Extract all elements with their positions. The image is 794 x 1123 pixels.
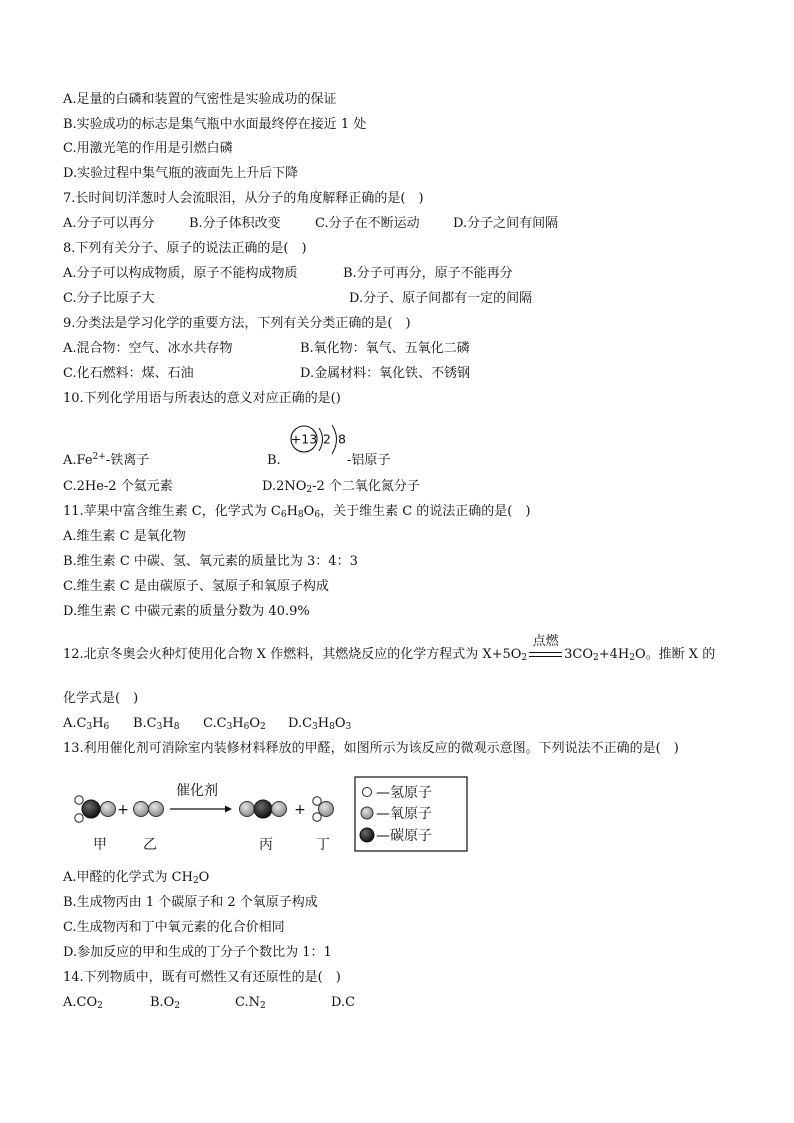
q10-option-b: B. xyxy=(267,453,281,468)
q12-a-pre: A.C xyxy=(63,716,87,731)
q14-option-d: D.C xyxy=(331,995,356,1010)
q12-c-s2: 6 xyxy=(243,722,250,732)
q12-d-o: O xyxy=(334,716,346,731)
q11-f1: 6 xyxy=(280,510,287,520)
q11-stem xyxy=(63,503,530,521)
q12-s3: 2 xyxy=(629,653,636,663)
q9-option-b: B.氧化物：氧气、五氧化二磷 xyxy=(300,341,470,356)
q11-option-a: A.维生素 C 是氧化物 xyxy=(63,529,186,544)
q12-stem-post: O。推断 X 的 xyxy=(635,647,716,662)
q12-c-o: O xyxy=(249,716,261,731)
q10-stem: 10.下列化学用语与所表达的意义对应正确的是() xyxy=(63,391,341,406)
q12-d-pre: D.C xyxy=(288,716,313,731)
q8-option-a: A.分子可以构成物质，原子不能构成物质 xyxy=(63,266,298,281)
legend-hydrogen-label: —氢原子 xyxy=(376,785,432,801)
q12-product-pre: 3CO xyxy=(564,647,594,662)
q9-option-c: C.化石燃料：煤、石油 xyxy=(63,366,194,381)
q10-option-d xyxy=(262,478,420,496)
label-ding: 丁 xyxy=(316,837,330,853)
q12-product-post: +4H xyxy=(598,647,630,662)
q11-stem-post: ，关于维生素 C 的说法正确的是( ) xyxy=(320,504,531,519)
q12-stem-pre: 12.北京冬奥会火种灯使用化合物 X 作燃料，其燃烧反应的化学方程式为 X+5O xyxy=(63,647,522,662)
q10-d-pre: D.2NO xyxy=(262,479,307,494)
q12-b-s1: 3 xyxy=(156,722,163,732)
legend-carbon-icon xyxy=(360,828,374,842)
q10-a-post: -铁离子 xyxy=(105,453,150,468)
q12-b-m: H xyxy=(162,716,174,731)
label-bing: 丙 xyxy=(259,837,273,853)
q11-stem-pre: 11.苹果中富含维生素 C，化学式为 C xyxy=(63,504,281,519)
molecule-carbon-dioxide xyxy=(240,800,287,818)
q9-option-a: A.混合物：空气、冰水共存物 xyxy=(63,341,233,356)
q13-option-c: C.生成物丙和丁中氧元素的化合价相同 xyxy=(63,920,285,935)
q7-stem: 7.长时间切洋葱时人会流眼泪，从分子的角度解释正确的是( ) xyxy=(63,191,424,206)
q13-option-d: D.参加反应的甲和生成的丁分子个数比为 1：1 xyxy=(63,945,332,960)
q13-a-sub: 2 xyxy=(192,876,199,886)
q10-d-sub: 2 xyxy=(306,485,313,495)
q12-option-c xyxy=(203,715,266,733)
q11-f3: 8 xyxy=(297,510,304,520)
q13-stem: 13.利用催化剂可消除室内装修材料释放的甲醛，如图所示为该反应的微观示意图。下列说法不正确的是( ) xyxy=(63,741,679,756)
legend-oxygen-icon xyxy=(361,807,373,819)
q14-a-pre: A.CO xyxy=(63,995,98,1010)
q12-d-s3: 3 xyxy=(345,722,352,732)
q12-c-s3: 2 xyxy=(260,722,266,732)
q12-option-b xyxy=(133,715,179,733)
q12-a-s2: 6 xyxy=(103,722,110,732)
q10-a-charge: 2+ xyxy=(92,452,106,462)
q12-d-m: H xyxy=(317,716,330,731)
atom-shell-2-count: 8 xyxy=(338,431,346,447)
q8-option-b: B.分子可再分，原子不能再分 xyxy=(343,266,513,281)
q10-option-a xyxy=(63,452,149,470)
molecule-oxygen xyxy=(134,802,164,817)
q12-stem xyxy=(63,633,716,664)
q12-s2: 2 xyxy=(593,653,599,663)
q10-a-pre: A.Fe xyxy=(63,453,93,468)
catalyst-label: 催化剂 xyxy=(176,783,218,799)
label-jia: 甲 xyxy=(93,837,107,853)
q10-d-post: -2 个二氧化氮分子 xyxy=(312,479,420,494)
q14-stem: 14.下列物质中，既有可燃性又有还原性的是( ) xyxy=(63,970,341,985)
q14-a-sub: 2 xyxy=(97,1001,103,1011)
q12-s1: 2 xyxy=(521,653,528,663)
molecule-water xyxy=(313,797,334,821)
q12-stem-line2: 化学式是( ) xyxy=(63,691,139,706)
atom-nucleus-charge: +13 xyxy=(290,431,318,447)
q14-c-pre: C.N xyxy=(235,995,260,1010)
q9-stem: 9.分类法是学习化学的重要方法，下列有关分类正确的是( ) xyxy=(63,316,411,331)
q12-option-a xyxy=(63,715,109,733)
q7-option-d: D.分子之间有间隔 xyxy=(453,216,559,231)
plus-sign-1: + xyxy=(117,802,129,818)
q10-option-c: C.2He-2 个氦元素 xyxy=(63,479,173,494)
q12-condition: 点燃 xyxy=(532,633,559,649)
q8-option-c: C.分子比原子大 xyxy=(63,291,155,306)
q12-option-d xyxy=(288,715,351,733)
molecule-formaldehyde xyxy=(75,796,116,822)
legend-hydrogen-icon xyxy=(363,788,372,797)
q12-d-s1: 3 xyxy=(312,722,318,732)
legend-carbon-label: —碳原子 xyxy=(376,828,432,844)
q14-option-c xyxy=(235,994,266,1012)
q9-option-d: D.金属材料：氧化铁、不锈钢 xyxy=(300,366,471,381)
q7-option-c: C.分子在不断运动 xyxy=(315,216,420,231)
q12-reaction-arrow xyxy=(529,633,562,660)
q6-option-a: A.足量的白磷和装置的气密性是实验成功的保证 xyxy=(63,92,337,107)
q14-c-sub: 2 xyxy=(260,1001,266,1011)
plus-sign-2: + xyxy=(294,802,306,818)
q14-option-a xyxy=(63,994,103,1012)
q14-option-b xyxy=(150,994,180,1012)
q8-stem: 8.下列有关分子、原子的说法正确的是( ) xyxy=(63,241,307,256)
q13-option-a xyxy=(63,869,209,887)
q6-option-c: C.用激光笔的作用是引燃白磷 xyxy=(63,141,233,156)
q11-option-b: B.维生素 C 中碳、氢、氧元素的质量比为 3：4：3 xyxy=(63,554,358,569)
q7-option-a: A.分子可以再分 xyxy=(63,216,155,231)
atom-shell-1-count: 2 xyxy=(323,431,331,447)
q6-option-b: B.实验成功的标志是集气瓶中水面最终停在接近 1 处 xyxy=(63,117,367,132)
q12-d-s2: 8 xyxy=(329,722,335,732)
q12-b-s2: 8 xyxy=(173,722,180,732)
label-yi: 乙 xyxy=(143,837,157,853)
q11-f5: 6 xyxy=(314,510,321,520)
atom-legend xyxy=(355,777,467,851)
q13-option-b: B.生成物丙由 1 个碳原子和 2 个氧原子构成 xyxy=(63,895,318,910)
q11-f2: H xyxy=(286,504,298,519)
q12-c-pre: C.C xyxy=(203,716,227,731)
q11-f4: O xyxy=(303,504,315,519)
q12-a-m: H xyxy=(92,716,104,731)
q6-option-d: D.实验过程中集气瓶的液面先上升后下降 xyxy=(63,166,299,181)
q12-c-s1: 3 xyxy=(226,722,233,732)
q13-a-post: O xyxy=(198,870,210,885)
q11-option-d: D.维生素 C 中碳元素的质量分数为 40.9% xyxy=(63,604,310,619)
q12-c-m: H xyxy=(232,716,244,731)
q13-a-pre: A.甲醛的化学式为 CH xyxy=(63,870,193,885)
reaction-arrowhead xyxy=(225,806,232,813)
q8-option-d: D.分子、原子间都有一定的间隔 xyxy=(349,291,533,306)
q14-b-sub: 2 xyxy=(174,1001,181,1011)
q14-b-pre: B.O xyxy=(150,995,175,1010)
q11-option-c: C.维生素 C 是由碳原子、氢原子和氧原子构成 xyxy=(63,579,329,594)
q12-a-s1: 3 xyxy=(86,722,93,732)
q10-option-b-label: -铝原子 xyxy=(347,453,391,468)
reaction-micro-diagram xyxy=(70,775,470,855)
q7-option-b: B.分子体积改变 xyxy=(189,216,281,231)
q12-b-pre: B.C xyxy=(133,716,157,731)
legend-oxygen-label: —氧原子 xyxy=(376,806,432,822)
